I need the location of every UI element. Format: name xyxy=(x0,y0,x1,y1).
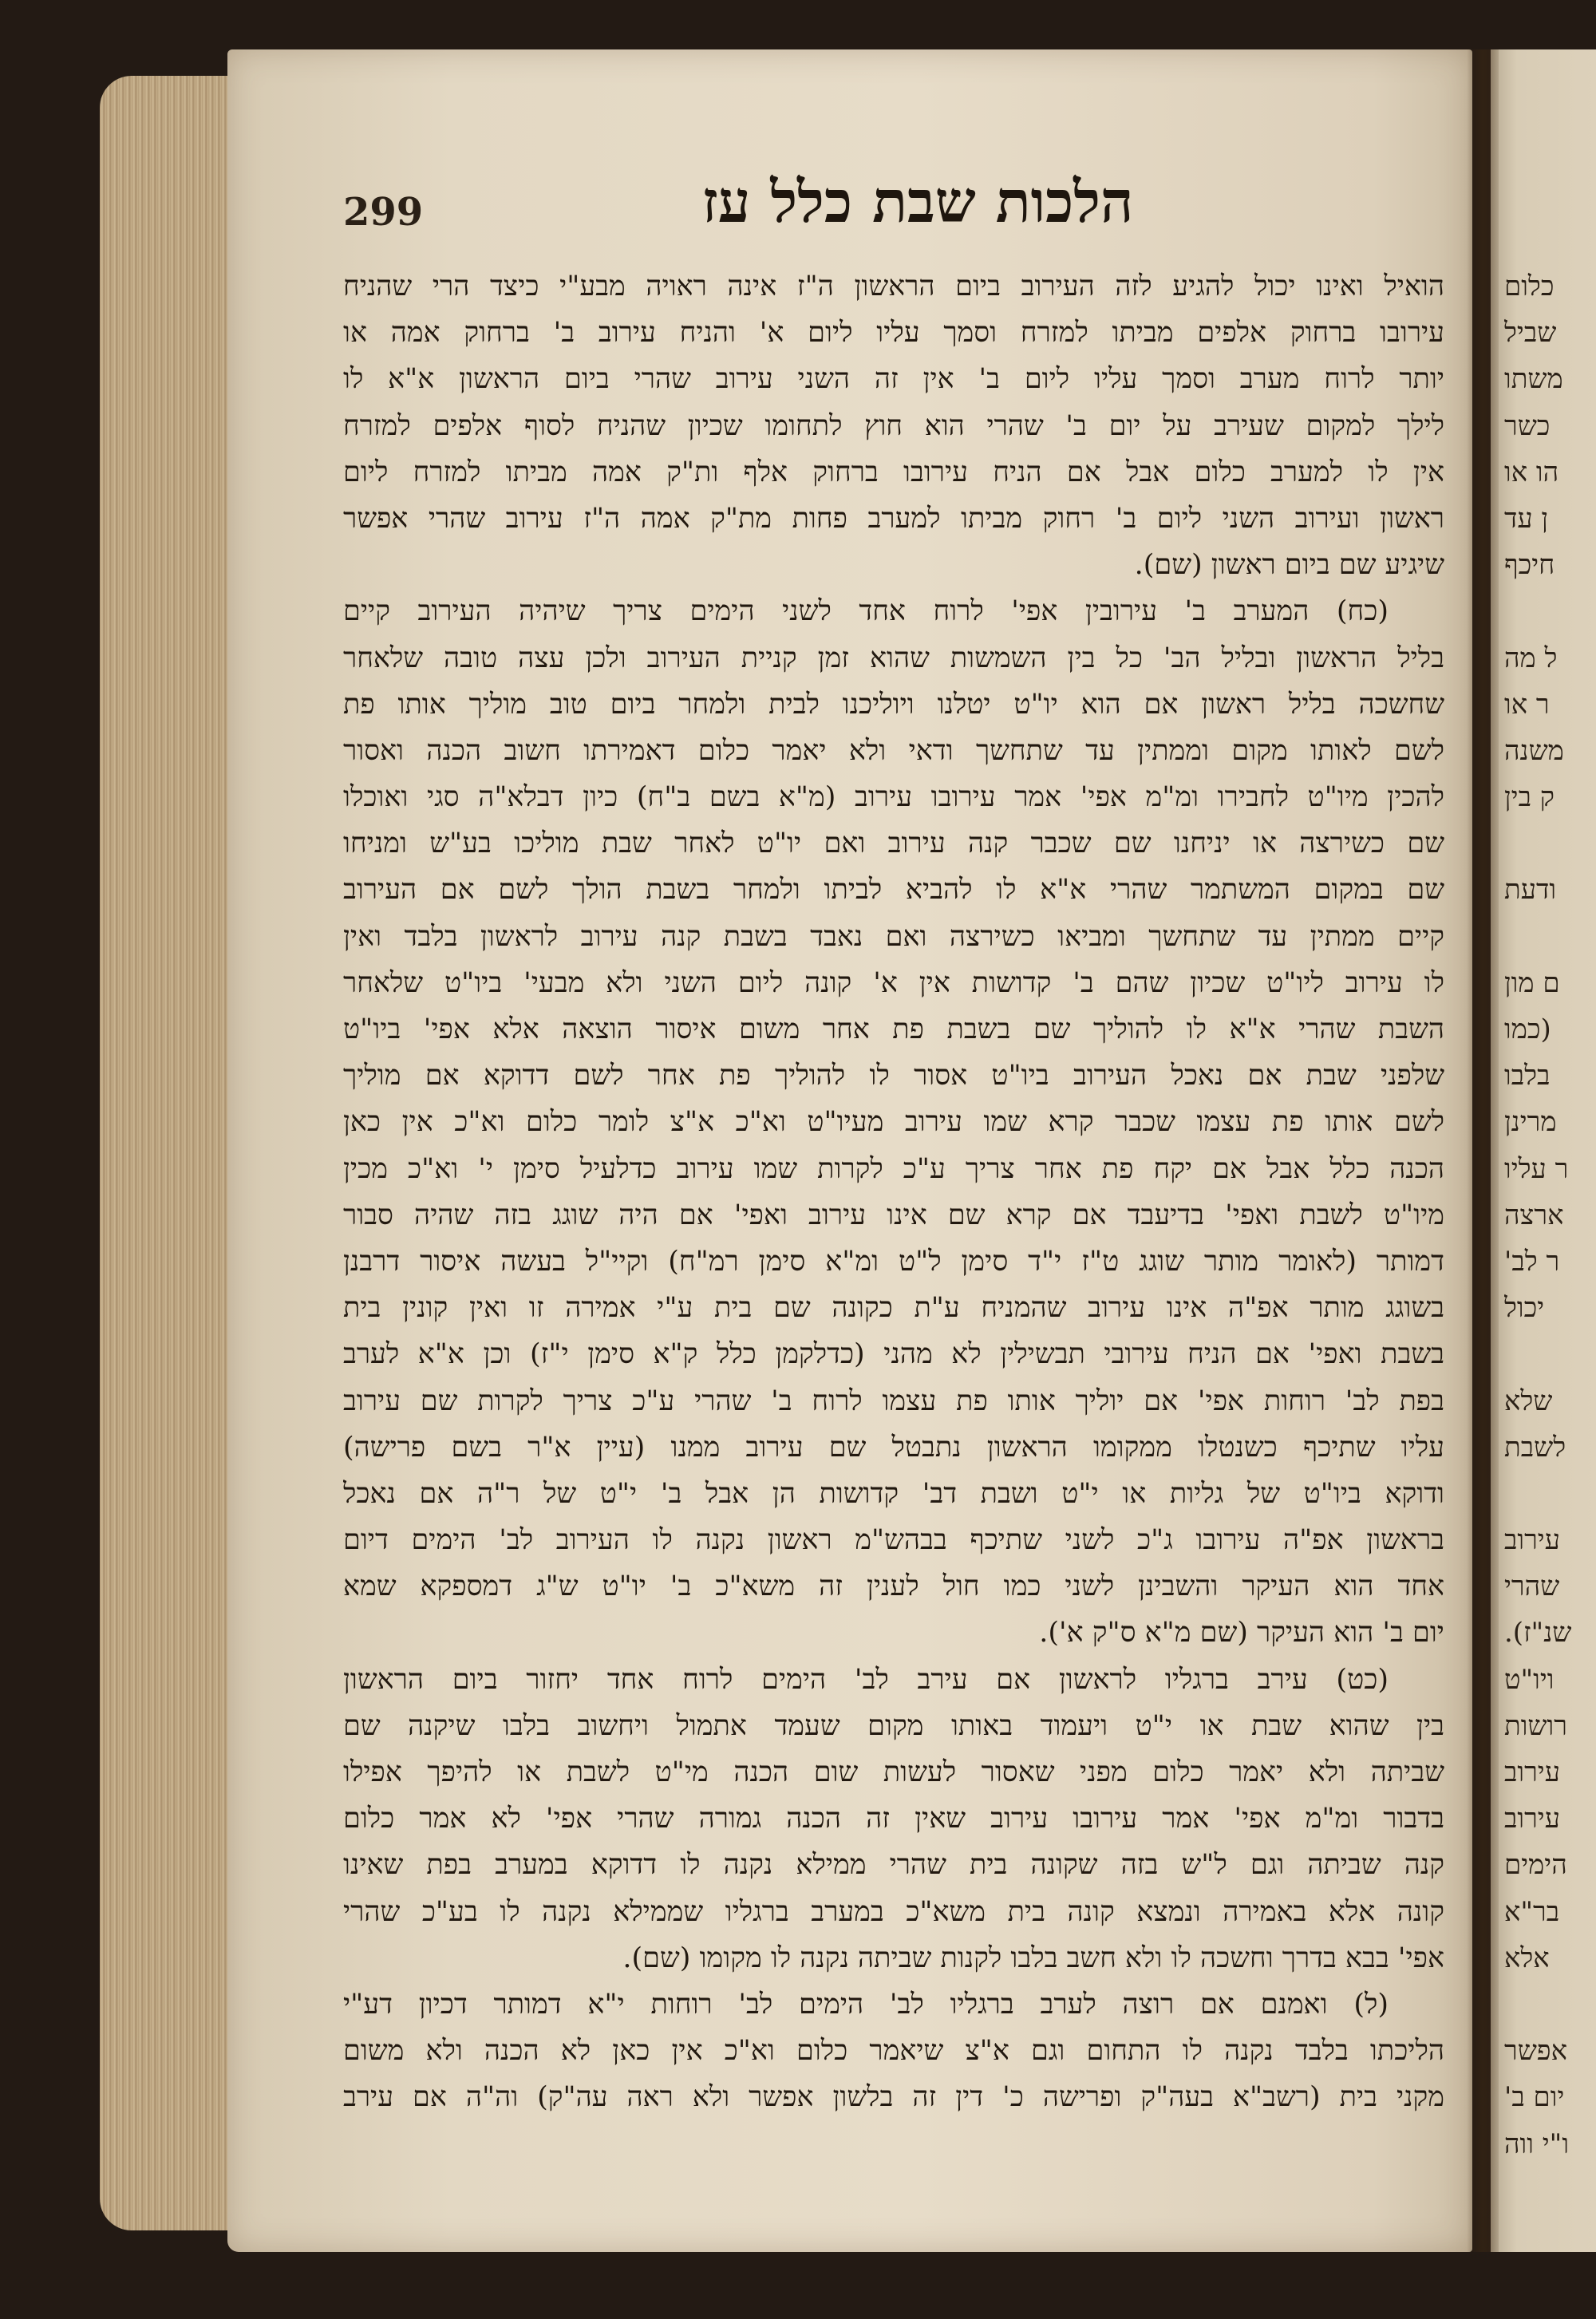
right-page-line-fragment: אפשר xyxy=(1504,2035,1567,2068)
text-line: דמותר (לאומר מותר שוגג ט"ז י"ד סימן ל"ט ומ"א סימן רמ"ח) וקיי"ל בעשה איסור דרבנן xyxy=(343,1245,1444,1278)
right-page-line-fragment: בר"א xyxy=(1504,1895,1560,1928)
right-page-line-fragment: אלא xyxy=(1504,1942,1550,1974)
right-page-line-fragment: עירוב xyxy=(1504,1756,1560,1788)
text-line: שחשכה בליל ראשון אם הוא יו"ט יטלנו ויוליכנו לבית ולמחר ביום טוב מוליך אותו פת xyxy=(343,688,1444,721)
text-line: אחד הוא העיקר והשבינן לשני כמו חול לענין זה משא"כ ב' יו"ט ש"ג דמספקא שמא xyxy=(343,1570,1444,1603)
text-line: אפי' בבא בדרך וחשכה לו ולא חשב בלבו לקנות שביתה נקנה לו מקומו (שם). xyxy=(622,1942,1444,1974)
text-line: (ל) ואמנם אם רוצה לערב ברגליו לב' הימים לב' רוחות י"א דמותר דכיון דע"י xyxy=(343,1988,1389,2021)
right-page-line-fragment: ו"י ווה xyxy=(1504,2127,1570,2160)
right-page-line-fragment: שביל xyxy=(1504,317,1557,350)
right-page-line-fragment: ר עליו xyxy=(1504,1152,1569,1185)
running-title: הלכות שבת כלל עז xyxy=(701,168,1134,235)
text-line: יום ב' הוא העיקר (שם מ"א ס"ק א'). xyxy=(1039,1617,1444,1649)
text-line: ראשון ועירוב השני ליום ב' רחוק מביתו למערב פחות מת"ק אמה ה"ז עירוב שהרי אפשר xyxy=(343,502,1444,535)
right-page-line-fragment: כשר xyxy=(1504,409,1551,442)
text-line: קנה שביתה וגם ל"ש בזה שקונה בית שהרי ממילא נקנה לו דדוקא במערב בפת שאינו xyxy=(343,1849,1444,1882)
text-line: השבת שהרי א"א לו להוליך שם בשבת פת אחר משום איסור הוצאה אלא אפי' ביו"ט xyxy=(343,1013,1444,1045)
text-line: עליו שתיכף כשנטלו ממקומו הראשון נתבטל שם עירוב ממנו (עיין א"ר בשם פרישה) xyxy=(343,1431,1444,1464)
right-page-line-fragment: חיכף xyxy=(1504,549,1555,582)
right-page-line-fragment: עירוב xyxy=(1504,1803,1560,1835)
right-page-text-fragments xyxy=(1504,263,1596,2167)
text-line: שם במקום המשתמר שהרי א"א לו להביא לביתו ולמחר בשבת הולך לשם אם העירוב xyxy=(343,874,1444,907)
right-page-line-fragment: יכול xyxy=(1504,1292,1545,1325)
text-line: הואיל ואינו יכול להגיע לזה העירוב ביום הראשון ה"ז אינה ראויה מבע"י כיצד הרי שהניח xyxy=(343,271,1444,302)
text-line: אין לו למערב כלום אבל אם הניח עירובו ברחוק אלף ות"ק אמה מביתו למזרח ליום xyxy=(343,456,1444,488)
right-page-line-fragment: ויו"ט xyxy=(1504,1663,1555,1696)
text-line: שביתה ולא יאמר כלום מפני שאסור לעשות שום הכנה מי"ט לשבת או להיפך אפילו xyxy=(343,1756,1444,1788)
text-line: בשוגג מותר אפ"ה אינו עירוב שהמניח ע"ת כקונה שם בית ע"י אמירה זו ואין קונין בית xyxy=(343,1292,1444,1325)
text-line: לו עירוב ליו"ט שכיון שהם ב' קדושות אין א' קונה ליום השני ולא מבעי' ביו"ט שלאחר xyxy=(343,966,1444,999)
text-line: לשם לאותו מקום וממתין עד שתחשך ודאי ולא יאמר כלום דאמירתו חשוב הכנה ואסור xyxy=(343,734,1444,767)
right-page-line-fragment: לשבת xyxy=(1504,1431,1566,1464)
text-line: שם כשירצה או יניחנו שם שכבר קנה עירוב ואם יו"ט לאחר שבת מוליכו בע"ש ומניחו xyxy=(343,828,1444,860)
right-page-line-fragment: יום ב' xyxy=(1504,2081,1565,2114)
right-page-line-fragment: רושות xyxy=(1504,1709,1567,1742)
right-page-line-fragment: ל מה xyxy=(1504,642,1558,674)
text-line: בשבת ואפי' אם הניח עירובי תבשילין לא מהני (כדלקמן כלל ק"א סימן י"ז) וכן א"א לערב xyxy=(343,1338,1444,1371)
right-page-line-fragment xyxy=(1504,1331,1596,1377)
text-line: מיו"ט לשבת ואפי' בדיעבד אם קרא שם אינו עירוב ואפי' אם היה שוגג בזה שהיה סבור xyxy=(343,1199,1444,1231)
right-page-line-fragment: ק בין xyxy=(1504,781,1555,814)
text-line: הליכתו בלבד נקנה לו התחום וגם א"צ שיאמר כלום וא"כ אין כאן לא הכנה ולא משום xyxy=(343,2035,1444,2068)
right-page-line-fragment xyxy=(1504,588,1596,634)
text-line: בין שהוא שבת או י"ט ויעמוד באותו מקום שעמד אתמול ויחשוב בלבו שיקנה שם xyxy=(343,1709,1444,1742)
right-page-line-fragment: הימים xyxy=(1504,1849,1567,1882)
right-page-line-fragment: מרינן xyxy=(1504,1106,1557,1139)
text-line: קיים ממתין עד שתחשך ומביאו כשירצה ואם נאבד בשבת קנה עירוב לראשון בלבד ואין xyxy=(343,920,1444,953)
text-line: בפת לב' רוחות אפי' אם יוליך אותו פת עצמו לרוח ב' שהרי ע"כ צריך לקרות שם עירוב xyxy=(343,1385,1444,1417)
text-line: (כח) המערב ב' עירובין אפי' לרוח אחד לשני הימים צריך שיהיה העירוב קיים xyxy=(343,595,1389,628)
text-line: בליל הראשון ובליל הב' כל בין השמשות שהוא זמן קניית העירוב ולכן עצה טובה שלאחר xyxy=(343,642,1444,674)
text-line: שלפני שבת אם נאכל העירוב ביו"ט אסור לו להוליך פת אחר לשם דדוקא אם מוליך xyxy=(343,1060,1444,1092)
text-line: לשם אותו פת עצמו שכבר קרא שמו עירוב מעיו"ט וא"כ א"צ לומר כלום וא"כ אין כאן xyxy=(343,1106,1444,1139)
right-page-line-fragment: בלבו xyxy=(1504,1060,1551,1092)
right-page-line-fragment: ארצה xyxy=(1504,1199,1564,1231)
page-header xyxy=(343,168,1444,255)
right-page-line-fragment: שלא xyxy=(1504,1385,1553,1417)
page-number: 299 xyxy=(343,190,424,235)
text-line: הכנה כלל אבל אם יקח פת אחר צריך ע"כ לקרות שמו עירוב כדלעיל סימן י' וא"כ מכין xyxy=(343,1152,1444,1185)
right-page-line-fragment: ם מון xyxy=(1504,966,1560,999)
text-line: בדבור ומ"מ אפי' אמר עירובו עירוב שאין זה הכנה גמורה שהרי אפי' לא אמר כלום xyxy=(343,1803,1444,1835)
right-page-line-fragment: משנה xyxy=(1504,734,1564,767)
right-page-line-fragment xyxy=(1504,1981,1596,2028)
right-page-line-fragment: כלום xyxy=(1504,271,1555,302)
text-line: קונה אלא באמירה ונמצא קונה בית משא"כ במערב ברגליו שממילא נקנה לו בע"כ שהרי xyxy=(343,1895,1444,1928)
right-page-line-fragment: שהרי xyxy=(1504,1570,1560,1603)
text-line: מקני בית (רשב"א בעה"ק ופרישה כ' דין זה בלשון אפשר ולא ראה עה"ק) וה"ה אם עירב xyxy=(343,2081,1444,2114)
right-page-line-fragment: (כמו xyxy=(1504,1013,1551,1045)
right-page-line-fragment xyxy=(1504,914,1596,960)
right-page-line-fragment: ן עד xyxy=(1504,502,1549,535)
right-page-line-fragment: ר לב' xyxy=(1504,1245,1560,1278)
text-line: עירובו ברחוק אלפים מביתו למזרח וסמך עליו ליום א' והניח עירוב ב' ברחוק אמה או xyxy=(343,317,1444,350)
right-page-line-fragment xyxy=(1504,1471,1596,1517)
book-page-edges xyxy=(100,76,239,2230)
right-page-line-fragment: משתו xyxy=(1504,363,1563,396)
text-line: להכין מיו"ט לחבירו ומ"מ אפי' אמר עירובו עירוב (מ"א בשם ב"ח) כיון דבלא"ה סגי ואוכלו xyxy=(343,781,1444,814)
text-line: ודוקא ביו"ט של גליות או י"ט ושבת דב' קדושות הן אבל ב' י"ט של ר"ה אם נאכל xyxy=(343,1477,1444,1510)
right-page-line-fragment: עירוב xyxy=(1504,1524,1560,1557)
text-line: שיגיע שם ביום ראשון (שם). xyxy=(1134,549,1444,582)
text-line: יותר לרוח מערב וסמך עליו ליום ב' אין זה השני עירוב שהרי ביום הראשון א"א לו xyxy=(343,363,1444,396)
text-line: לילך למקום שעירב על יום ב' שהרי הוא חוץ לתחומו שכיון שהניח לסוף אלפים למזרח xyxy=(343,409,1444,442)
right-page-line-fragment: ודעת xyxy=(1504,874,1557,907)
right-page-line-fragment: ר או xyxy=(1504,688,1550,721)
right-page-line-fragment: הו או xyxy=(1504,456,1559,488)
main-text-column xyxy=(343,263,1444,2121)
text-line: בראשון אפ"ה עירובו ג"כ לשני שתיכף בבהש"מ ראשון נקנה לו העירוב לב' הימים דיום xyxy=(343,1524,1444,1557)
right-page-line-fragment: שנ"ז). xyxy=(1504,1617,1572,1649)
right-page-line-fragment xyxy=(1504,820,1596,867)
text-line: (כט) עירב ברגליו לראשון אם עירב לב' הימים לרוח אחד יחזור ביום הראשון xyxy=(343,1663,1389,1696)
book-gutter xyxy=(1467,49,1499,2252)
